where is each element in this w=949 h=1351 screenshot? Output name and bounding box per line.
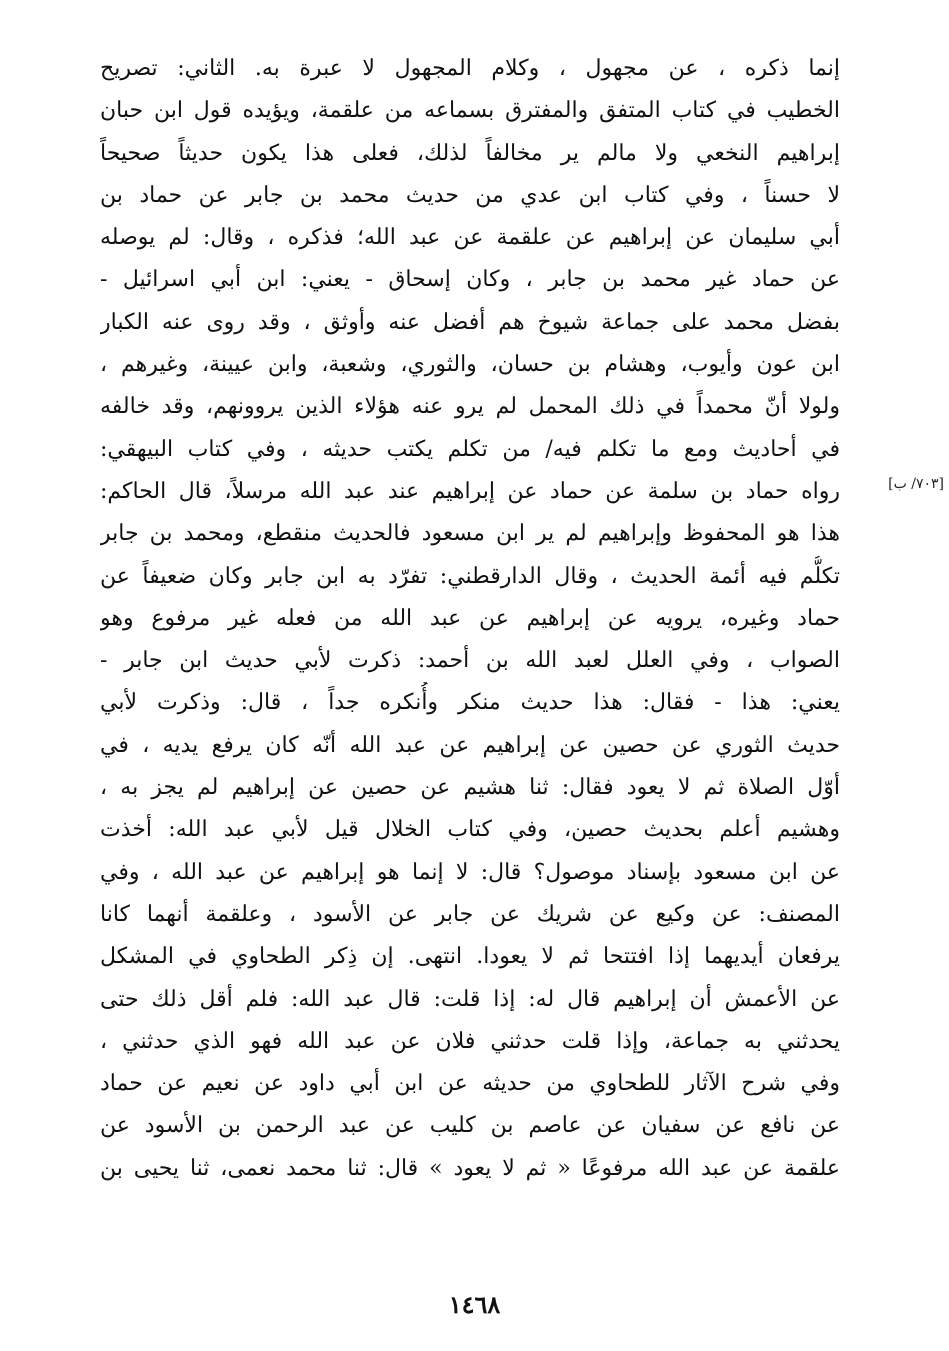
text-line: إبراهيم النخعي ولا مالم ير مخالفاً لذلك، فعلى هذا يكون حديثاً صحيحاً <box>100 140 840 166</box>
text-line: المصنف: عن وكيع عن شريك عن جابر عن الأسود ، وعلقمة أنهما كانا <box>100 901 840 927</box>
text-line: وفي شرح الآثار للطحاوي من حديثه عن ابن أبي داود عن نعيم عن حماد <box>100 1071 840 1097</box>
text-line: لا حسناً ، وفي كتاب ابن عدي من حديث محمد بن جابر عن حماد بن <box>100 182 840 208</box>
page-number: ١٤٦٨ <box>448 1290 501 1319</box>
text-line: عن حماد غير محمد بن جابر ، وكان إسحاق - يعني: ابن أبي اسرائيل - <box>100 267 840 293</box>
text-line: عن نافع عن سفيان عن عاصم بن كليب عن عبد الرحمن بن الأسود عن <box>100 1113 840 1139</box>
text-line: ولولا أنّ محمداً في ذلك المحمل لم يرو عنه هؤلاء الذين يروونهم، وقد خالفه <box>100 394 840 420</box>
text-line: أبي سليمان عن إبراهيم عن علقمة عن عبد الله؛ فذكره ، وقال: لم يوصله <box>100 225 840 251</box>
text-line: أوّل الصلاة ثم لا يعود فقال: ثنا هشيم عن حصين عن إبراهيم لم يجز به ، <box>100 775 840 801</box>
main-text-block <box>100 48 840 1190</box>
text-line: الخطيب في كتاب المتفق والمفترق بسماعه من علقمة، ويؤيده قول ابن حبان <box>100 98 840 124</box>
text-line: يحدثني به جماعة، وإذا قلت حدثني فلان عن عبد الله فهو الذي حدثني ، <box>100 1028 840 1054</box>
manuscript-folio-marker: [٧٠٣/ ب] <box>888 476 944 492</box>
text-line: تكلُّم فيه أئمة الحديث ، وقال الدارقطني: تفرّد به ابن جابر وكان ضعيفاً عن <box>100 563 840 589</box>
text-line: حديث الثوري عن حصين عن إبراهيم عن عبد الله أنّه كان يرفع يديه ، في <box>100 732 840 758</box>
text-line: هذا هو المحفوظ وإبراهيم لم ير ابن مسعود فالحديث منقطع، ومحمد بن جابر <box>100 521 840 547</box>
text-line: الصواب ، وفي العلل لعبد الله بن أحمد: ذكرت لأبي حديث ابن جابر - <box>100 648 840 674</box>
text-line: يرفعان أيديهما إذا افتتحا ثم لا يعودا. انتهى. إن ذِكر الطحاوي في المشكل <box>100 944 840 970</box>
text-line: علقمة عن عبد الله مرفوعًا « ثم لا يعود » قال: ثنا محمد نعمى، ثنا يحيى بن <box>100 1155 840 1181</box>
text-line: رواه حماد بن سلمة عن حماد عن إبراهيم عند عبد الله مرسلاً، قال الحاكم: <box>100 478 840 504</box>
text-line: حماد وغيره، يرويه عن إبراهيم عن عبد الله من فعله غير مرفوع وهو <box>100 605 840 631</box>
text-line: يعني: هذا - فقال: هذا حديث منكر وأُنكره جداً ، قال: وذكرت لأبي <box>100 690 840 716</box>
text-line: وهشيم أعلم بحديث حصين، وفي كتاب الخلال قيل لأبي عبد الله: أخذت <box>100 817 840 843</box>
text-line: إنما ذكره ، عن مجهول ، وكلام المجهول لا عبرة به. الثاني: تصريح <box>100 56 840 81</box>
text-line: في أحاديث ومع ما تكلم فيه/ من تكلم يكتب حديثه ، وفي كتاب البيهقي: <box>100 436 840 462</box>
text-line: بفضل محمد على جماعة شيوخ هم أفضل عنه وأوثق ، وقد روى عنه الكبار <box>100 309 840 335</box>
text-line: عن الأعمش أن إبراهيم قال له: إذا قلت: قال عبد الله: فلم أقل ذلك حتى <box>100 986 840 1012</box>
text-line: ابن عون وأيوب، وهشام بن حسان، والثوري، وشعبة، وابن عيينة، وغيرهم ، <box>100 352 840 378</box>
text-line: عن ابن مسعود بإسناد موصول؟ قال: لا إنما هو إبراهيم عن عبد الله ، وفي <box>100 859 840 885</box>
